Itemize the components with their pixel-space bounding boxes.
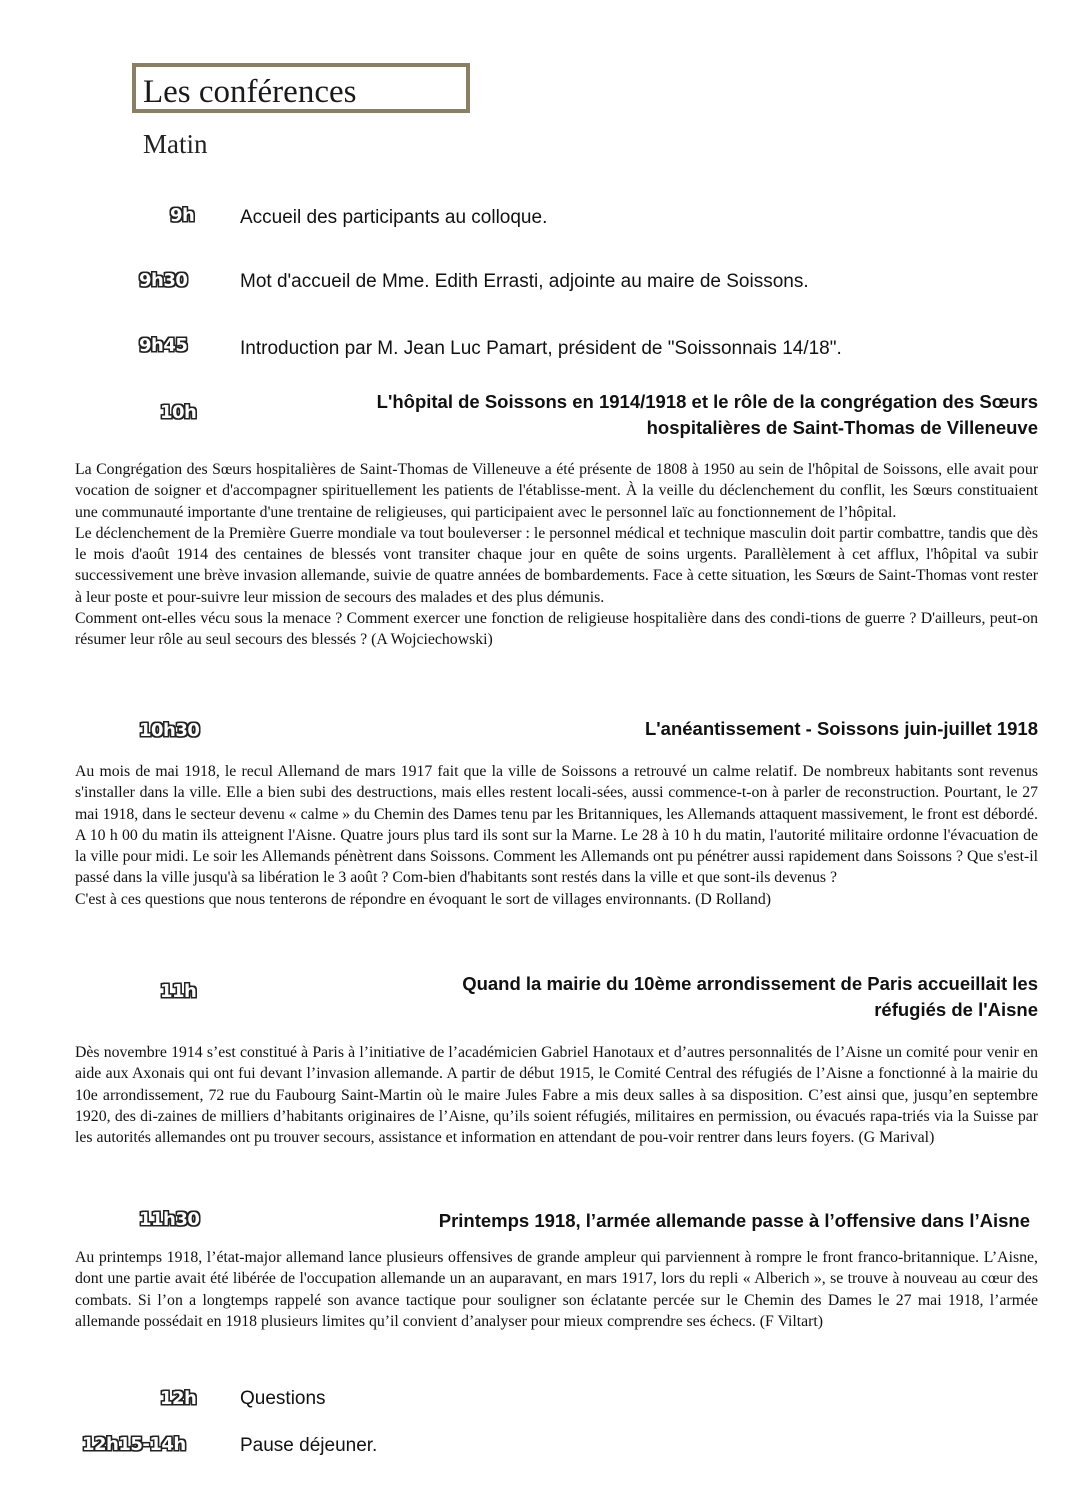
talk-title-line: Quand la mairie du 10ème arrondissement de Paris accueillait les (462, 973, 1038, 994)
time-label: 10h30 (139, 720, 200, 741)
abstract-paragraph: Dès novembre 1914 s’est constitué à Paris à l’initiative de l’académicien Gabriel Hanotaux et d’autres personnalités de l’Aisne un comité pour venir en aide aux Axonais qui ont fui devant l’invasion allemande. A partir de début 1915, le Comité Central des réfugiés de l’Aisne a fonctionné à la mairie du 10e arrondissement, 72 rue du Faubourg Saint-Martin où le maire Jules Fabre a mis deux salles à sa disposition. C’est ainsi que, jusqu’en septembre 1920, des di-zaines de milliers d’habitants originaires de l’Aisne, qu’ils soient réfugiés, militaires en permission, ou évacués rapa-triés via la Suisse par les autorités allemandes ont pu trouver secours, assistance et information en attendant de pou-voir rentrer dans leurs foyers. (G Marival) (75, 1044, 1038, 1147)
time-label: 12h (160, 1388, 197, 1409)
program-item-text: Mot d'accueil de Mme. Edith Errasti, adjointe au maire de Soissons. (240, 271, 809, 292)
talk-title-line: Printemps 1918, l’armée allemande passe à l’offensive dans l’Aisne (438, 1210, 1030, 1231)
talk-title-line: hospitalières de Saint-Thomas de Villeneuve (646, 417, 1038, 438)
time-label: 9h30 (139, 270, 188, 291)
program-item-text: Questions (240, 1388, 326, 1409)
page-title: Les conférences (143, 74, 357, 110)
time-label: 9h (170, 205, 195, 226)
talk-title (462, 971, 1038, 1023)
talk-title-line: réfugiés de l'Aisne (874, 999, 1038, 1020)
talk-title (645, 716, 1038, 742)
abstract-paragraph: Au printemps 1918, l’état-major allemand lance plusieurs offensives de grande ampleur qui parviennent à rompre le front franco-britannique. L’Aisne, dont une partie avait été libérée de l'occupation allemande un an auparavant, en mars 1917, lors du repli « Alberich », se trouve à nouveau au cœur des combats. Si l’on a longtemps rappelé son avance tactique pour souligner son éclatante percée sur le Chemin des Dames le 27 mai 1918, l’armée allemande possédait en 1918 plusieurs limites qu’il convient d’analyser pour mieux comprendre ses échecs. (F Viltart) (75, 1249, 1038, 1330)
abstract-paragraph: Au mois de mai 1918, le recul Allemand de mars 1917 fait que la ville de Soissons a retrouvé un calme relatif. De nombreux habitants sont revenus s'installer dans la ville. Elle a bien subi des destructions, mais elles restent locali-sées, aussi commence-t-on à parler de reconstruction. Pourtant, le 27 mai 1918, dans le secteur devenu « calme » du Chemin des Dames tenu par les Britanniques, les Allemands attaquent massivement, le front est débordé. A 10 h 00 du matin ils atteignent l'Aisne. Quatre jours plus tard ils sont sur la Marne. Le 28 à 10 h du matin, l'autorité militaire ordonne l'évacuation de la ville pour midi. Le soir les Allemands pénètrent dans Soissons. Comment les Allemands ont pu pénétrer aussi rapidement dans Soissons ? Que s'est-il passé dans la ville jusqu'à sa libération le 3 août ? Com-bien d'habitants sont restés dans la ville et que sont-ils devenus ? (75, 763, 1038, 887)
talk-abstract (75, 459, 1038, 651)
time-label: 11h (160, 981, 197, 1002)
section-subtitle: Matin (143, 129, 208, 159)
abstract-paragraph: La Congrégation des Sœurs hospitalières de Saint-Thomas de Villeneuve a été présente de 1808 à 1950 au sein de l'hôpital de Soissons, elle avait pour vocation de soigner et d'accompagner spirituellement les patients de l'établisse-ment. À la veille du déclenchement du conflit, les Sœurs constituaient une communauté importante d'une trentaine de religieuses, qui participaient avec le personnel laïc au fonctionnement de l’hôpital. (75, 461, 1038, 521)
time-label: 10h (160, 402, 197, 423)
talk-title-line: L'anéantissement - Soissons juin-juillet 1918 (644, 718, 1038, 739)
program-item-text: Accueil des participants au colloque. (240, 207, 548, 228)
talk-abstract (75, 761, 1038, 910)
talk-title (439, 1208, 1030, 1234)
time-label: 11h30 (139, 1209, 200, 1230)
talk-title-line: L'hôpital de Soissons en 1914/1918 et le rôle de la congrégation des Sœurs (376, 391, 1038, 412)
program-item-text: Pause déjeuner. (240, 1435, 378, 1456)
talk-abstract (75, 1247, 1038, 1332)
abstract-paragraph: C'est à ces questions que nous tenterons de répondre en évoquant le sort de villages environnants. (D Rolland) (75, 890, 771, 908)
program-item-text: Introduction par M. Jean Luc Pamart, président de "Soissonnais 14/18". (240, 338, 842, 359)
abstract-paragraph: Comment ont-elles vécu sous la menace ? Comment exercer une fonction de religieuse hospitalière dans des condi-tions de guerre ? D'ailleurs, peut-on résumer leur rôle au seul secours des blessés ? (A Wojciechowski) (75, 610, 1038, 649)
talk-abstract (75, 1042, 1038, 1148)
talk-title (377, 389, 1038, 441)
abstract-paragraph: Le déclenchement de la Première Guerre mondiale va tout bouleverser : le personnel médical et technique masculin doit partir combattre, tandis que dès le mois d'août 1914 des centaines de blessés vont transiter chaque jour en quête de soins urgents. Parallèlement à cet afflux, l'hôpital va subir successivement une brève invasion allemande, suivie de quatre années de bombardements. Face à cette situation, les Sœurs de Saint-Thomas vont rester à leur poste et pour-suivre leur mission de secours des malades et des plus démunis. (75, 524, 1038, 606)
time-label: 9h45 (139, 335, 188, 356)
time-label: 12h15-14h (82, 1434, 186, 1455)
